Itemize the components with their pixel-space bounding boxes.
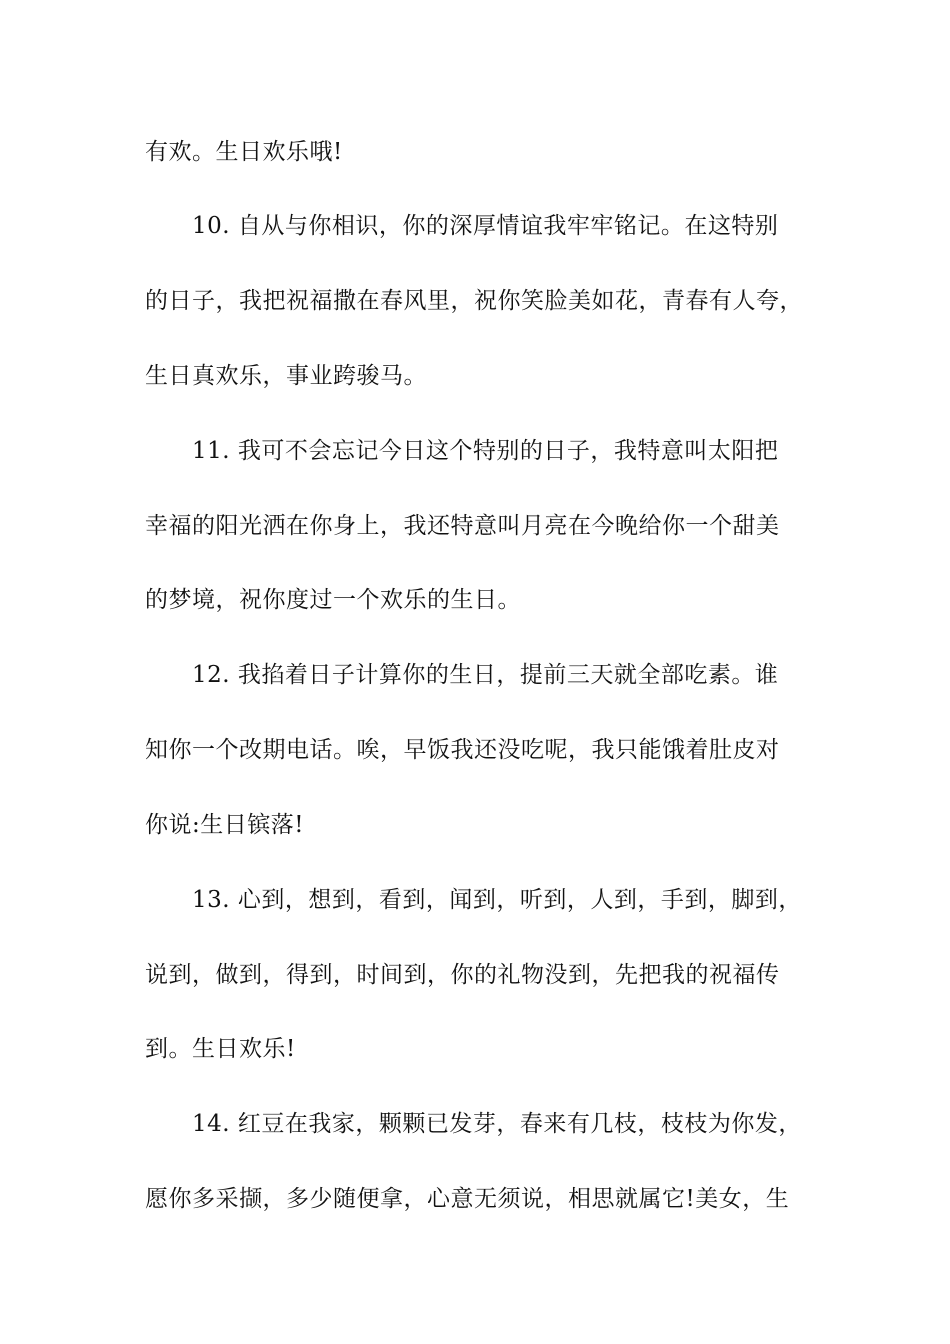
text-line: 到。生日欢乐! [145,1036,296,1062]
text-line: 有欢。生日欢乐哦! [145,139,343,165]
text-line: 说到，做到，得到，时间到，你的礼物没到，先把我的祝福传 [145,962,780,988]
text-line: 你说:生日镔落! [145,812,304,838]
text-line: 生日真欢乐，事业跨骏马。 [145,363,427,389]
text-line: 知你一个改期电话。唉，早饭我还没吃呢，我只能饿着肚皮对 [145,737,780,763]
text-line: 幸福的阳光洒在你身上，我还特意叫月亮在今晚给你一个甜美 [145,513,780,539]
text-line: 的日子，我把祝福撒在春风里，祝你笑脸美如花，青春有人夸， [145,288,803,314]
paragraph-14-first-line: 14. 红豆在我家，颗颗已发芽，春来有几枝，枝枝为你发， [192,1111,802,1137]
paragraph-13-first-line: 13. 心到，想到，看到，闻到，听到，人到，手到，脚到， [192,887,802,913]
paragraph-10-first-line: 10. 自从与你相识，你的深厚情谊我牢牢铭记。在这特别 [192,213,779,239]
text-line: 的梦境，祝你度过一个欢乐的生日。 [145,587,521,613]
paragraph-11-first-line: 11. 我可不会忘记今日这个特别的日子，我特意叫太阳把 [192,438,779,464]
text-line: 愿你多采撷，多少随便拿，心意无须说，相思就属它!美女，生 [145,1186,790,1212]
paragraph-12-first-line: 12. 我掐着日子计算你的生日，提前三天就全部吃素。谁 [192,662,779,688]
